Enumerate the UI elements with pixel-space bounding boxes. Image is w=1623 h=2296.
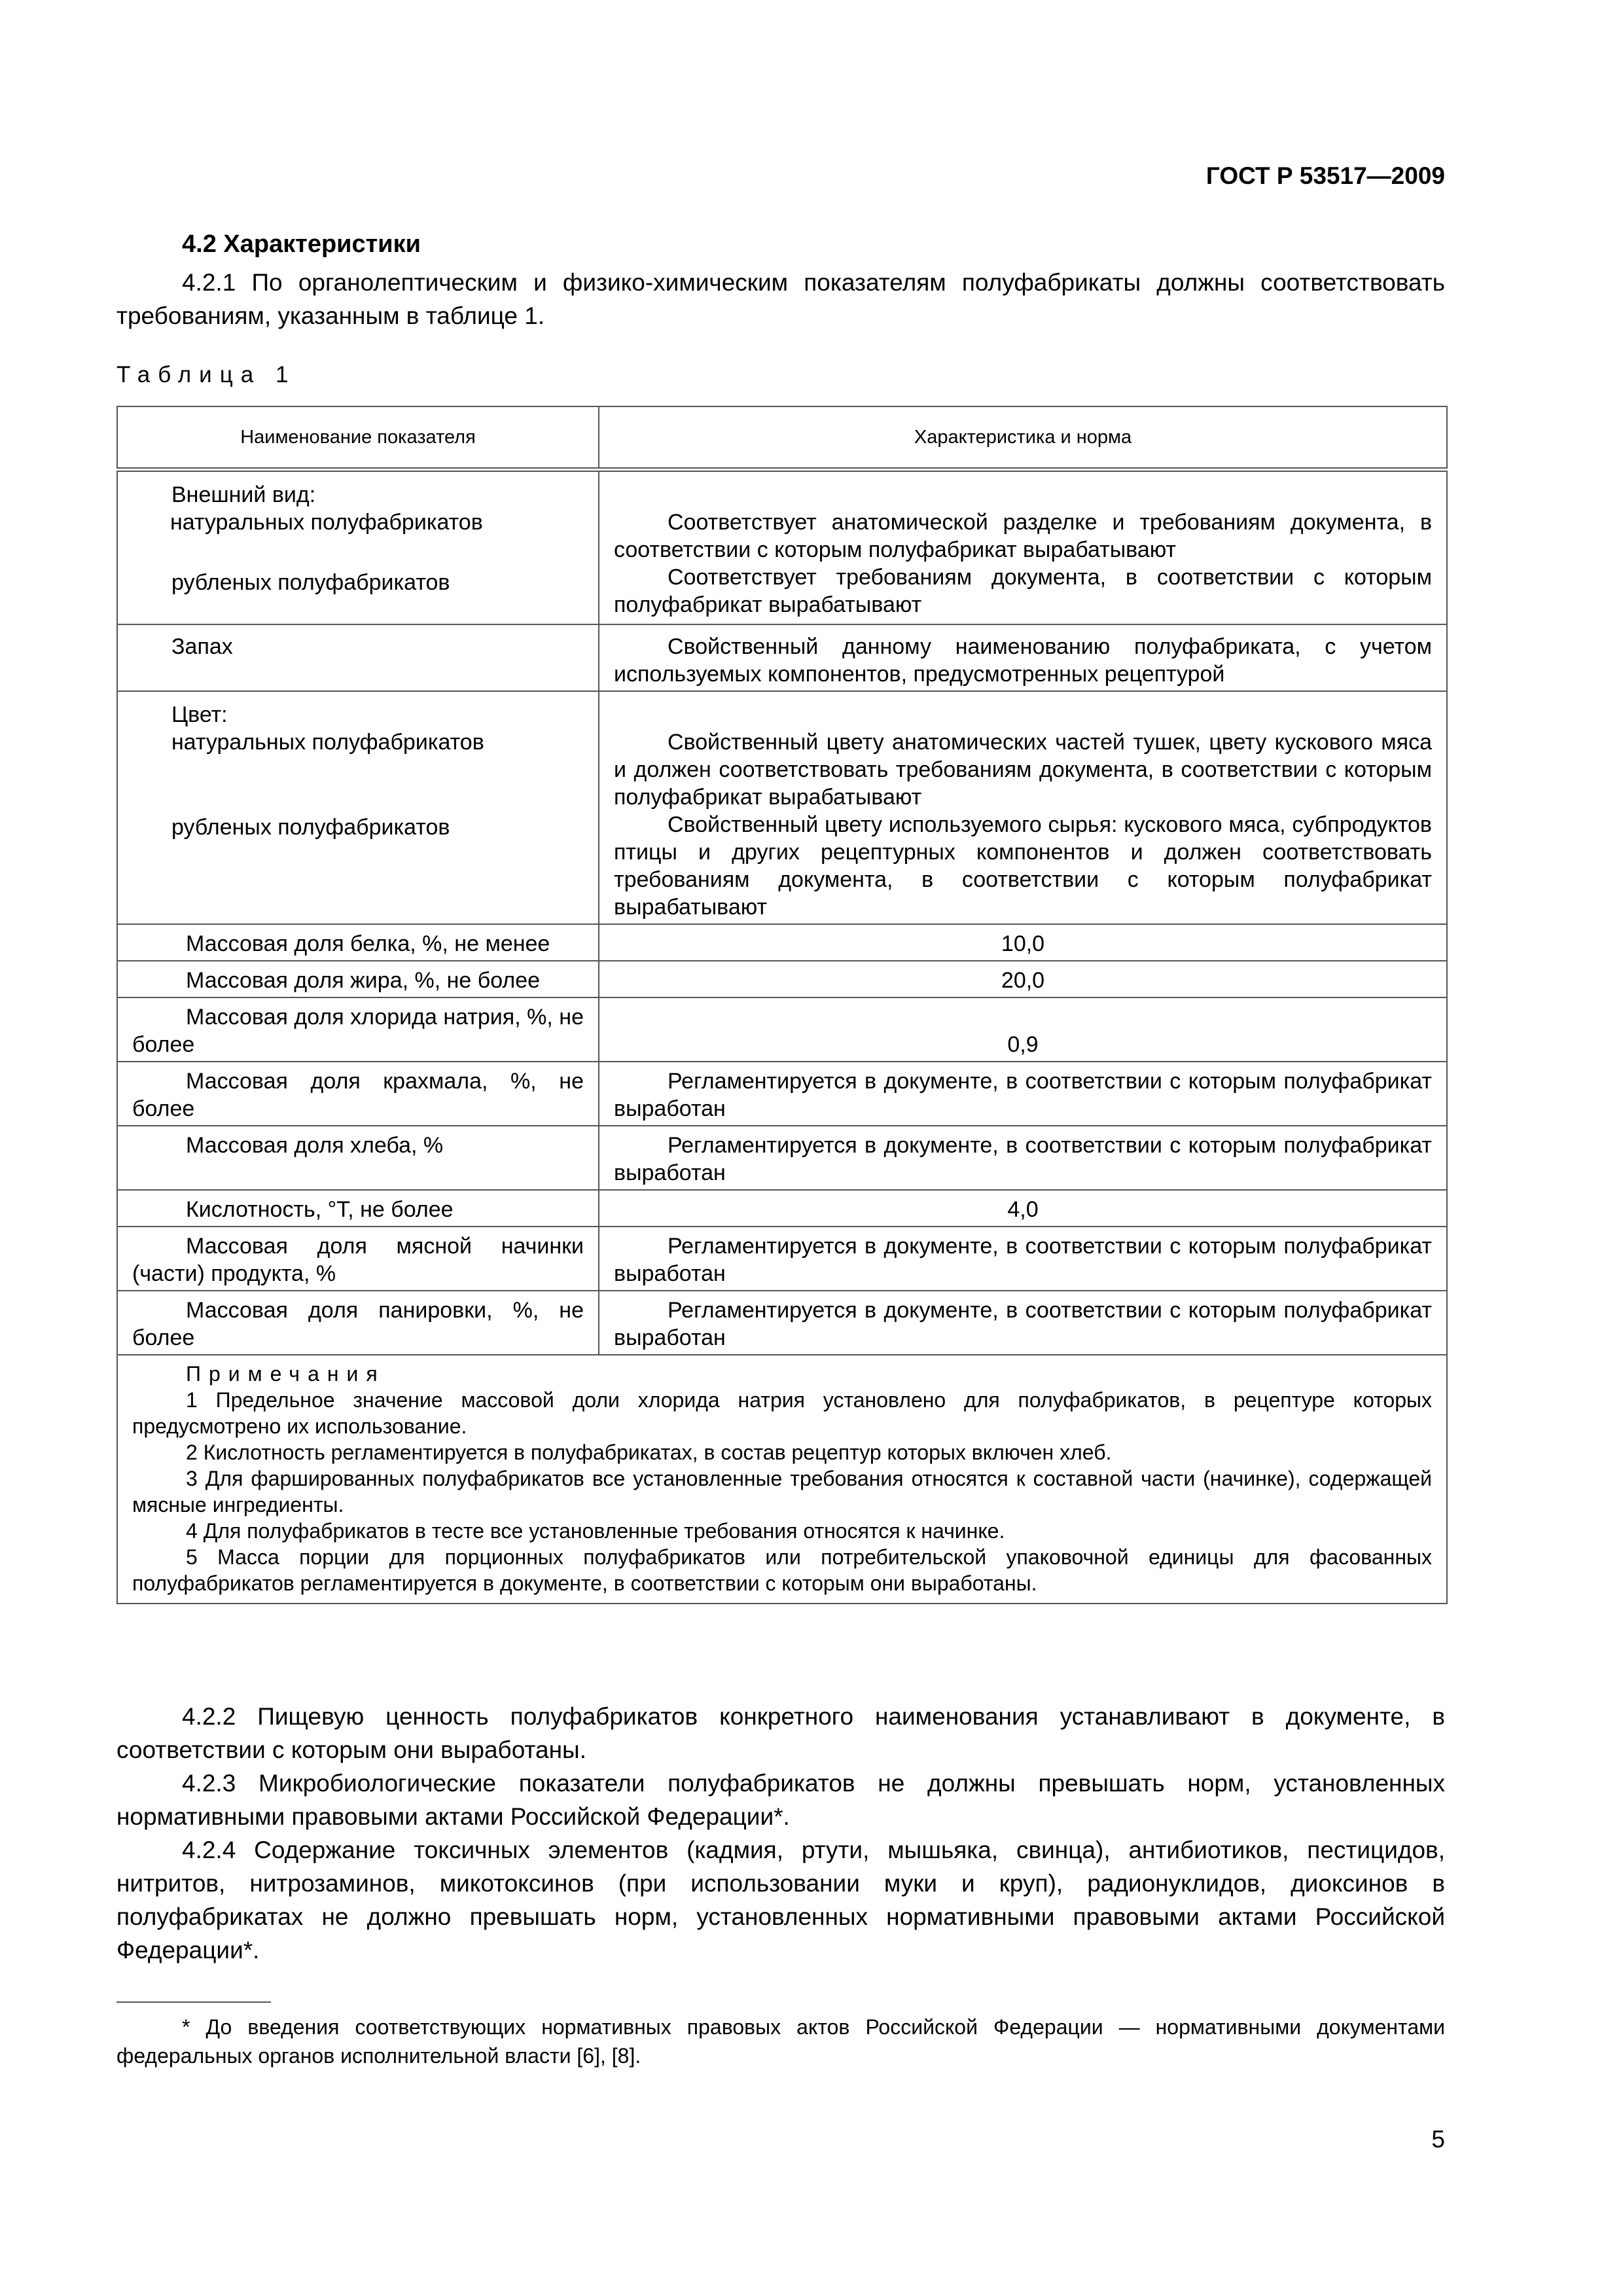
table-row (117, 1062, 1447, 1126)
value-cell: 4,0 (599, 1190, 1447, 1227)
indicator-cell (117, 691, 599, 924)
footnote-divider (116, 2001, 271, 2003)
footnote: * До введения соответствующих нормативных правовых актов Российской Федерации — нормативными документами федеральных органов исполнительной власти [6], [8]. (116, 2015, 1445, 2068)
table-row (117, 470, 1447, 625)
note-item: 3 Для фаршированных полуфабрикатов все установленные требования относятся к составной части (начинке), содержащей мясные ингредиенты. (132, 1467, 1432, 1516)
indicator-cell: Массовая доля крахмала, %, не более (117, 1062, 599, 1126)
table-row (117, 624, 1447, 691)
table-caption: Таблица 1 (116, 362, 296, 387)
paragraph-4-2-4: 4.2.4 Содержание токсичных элементов (кадмия, ртути, мышьяка, свинца), антибиотиков, пестицидов, нитритов, нитрозаминов, микотоксинов (при использовании муки и круп), радионуклидов, диоксинов в полуфабрикатах не должно превышать норм, установленных нормативными правовыми актами Российской Федерации*. (116, 1837, 1445, 1964)
paragraph-text: 4.2.1 По органолептическим и физико-химическим показателям полуфабрикаты должны соответствовать требованиям, указанным в таблице 1. (116, 269, 1445, 329)
note-item: 4 Для полуфабрикатов в тесте все установленные требования относятся к начинке. (186, 1519, 1005, 1543)
paragraphs-after-table (116, 1700, 1445, 1967)
simple-rows (117, 924, 1447, 1355)
table-row (117, 924, 1447, 961)
value-text: Соответствует анатомической разделке и требованиям документа, в соответствии с которым полуфабрикат вырабатывают (614, 510, 1432, 562)
indicator-title: Цвет: (171, 702, 228, 727)
value-text: Свойственный цвету анатомических частей тушек, цвету кускового мяса и должен соответствовать требованиям документа, в соответствии с которым полуфабрикат вырабатывают (614, 730, 1432, 810)
indicator-cell: Запах (117, 624, 599, 691)
value-cell: Регламентируется в документе, в соответствии с которым полуфабрикат выработан (599, 1227, 1447, 1291)
notes-cell (117, 1355, 1447, 1604)
value-cell (599, 624, 1447, 691)
requirements-table (116, 406, 1448, 1604)
section-heading: 4.2 Характеристики (182, 230, 421, 258)
indicator-sub: рубленых полуфабрикатов (171, 570, 450, 595)
note-item: 1 Предельное значение массовой доли хлорида натрия установлено для полуфабрикатов, в рецептуре которых предусмотрено их использование. (132, 1388, 1432, 1438)
table-row (117, 961, 1447, 997)
table-header-row (117, 406, 1447, 470)
value-cell (599, 470, 1447, 625)
indicator-cell: Массовая доля жира, %, не более (117, 961, 599, 997)
value-text: Свойственный цвету используемого сырья: кускового мяса, субпродуктов птицы и других рецептурных компонентов и должен соответствовать требованиям документа, в соответствии с которым полуфабрикат вырабатывают (614, 812, 1432, 920)
indicator-sub: натуральных полуфабрикатов (171, 730, 484, 755)
indicator-cell: Массовая доля хлеба, % (117, 1126, 599, 1190)
document-id: ГОСТ Р 53517—2009 (1205, 162, 1445, 189)
column-header: Характеристика и норма (599, 406, 1447, 470)
table-row (117, 691, 1447, 924)
value-cell: Регламентируется в документе, в соответствии с которым полуфабрикат выработан (599, 1062, 1447, 1126)
value-cell: Регламентируется в документе, в соответствии с которым полуфабрикат выработан (599, 1291, 1447, 1355)
paragraph-4-2-3: 4.2.3 Микробиологические показатели полуфабрикатов не должны превышать норм, установленных нормативными правовыми актами Российской Федерации*. (116, 1770, 1445, 1830)
value-cell: Регламентируется в документе, в соответствии с которым полуфабрикат выработан (599, 1126, 1447, 1190)
paragraph-4-2-1 (116, 266, 1445, 332)
note-item: 5 Масса порции для порционных полуфабрикатов или потребительской упаковочной единицы для фасованных полуфабрикатов регламентируется в документе, в соответствии с которым они выработаны. (132, 1545, 1432, 1595)
indicator-sub: рубленых полуфабрикатов (171, 815, 450, 840)
table-row (117, 1291, 1447, 1355)
table-row (117, 1190, 1447, 1227)
paragraph-4-2-2: 4.2.2 Пищевую ценность полуфабрикатов конкретного наименования устанавливают в документе, в соответствии с которым они выработаны. (116, 1703, 1445, 1763)
indicator-cell: Массовая доля панировки, %, не более (117, 1291, 599, 1355)
note-item: 2 Кислотность регламентируется в полуфабрикатах, в состав рецептур которых включен хлеб. (186, 1441, 1112, 1464)
table-row (117, 1227, 1447, 1291)
indicator-cell: Массовая доля белка, %, не менее (117, 924, 599, 961)
notes-row (117, 1355, 1447, 1604)
value-cell (599, 691, 1447, 924)
table-row (117, 997, 1447, 1062)
page-number: 5 (1431, 2126, 1445, 2153)
indicator-cell: Массовая доля хлорида натрия, %, не более (117, 997, 599, 1062)
indicator-cell: Кислотность, °Т, не более (117, 1190, 599, 1227)
value-cell: 20,0 (599, 961, 1447, 997)
value-text: Свойственный данному наименованию полуфабриката, с учетом используемых компонентов, предусмотренных рецептурой (614, 634, 1432, 687)
column-header: Наименование показателя (117, 406, 599, 470)
indicator-cell (117, 470, 599, 625)
indicator-sub: натуральных полуфабрикатов (170, 510, 483, 535)
value-cell: 0,9 (599, 997, 1447, 1062)
indicator-title: Внешний вид: (171, 482, 316, 507)
notes-title: Примечания (186, 1362, 385, 1386)
table-row (117, 1126, 1447, 1190)
value-cell: 10,0 (599, 924, 1447, 961)
indicator-cell: Массовая доля мясной начинки (части) продукта, % (117, 1227, 599, 1291)
value-text: Соответствует требованиям документа, в соответствии с которым полуфабрикат вырабатывают (614, 565, 1432, 617)
